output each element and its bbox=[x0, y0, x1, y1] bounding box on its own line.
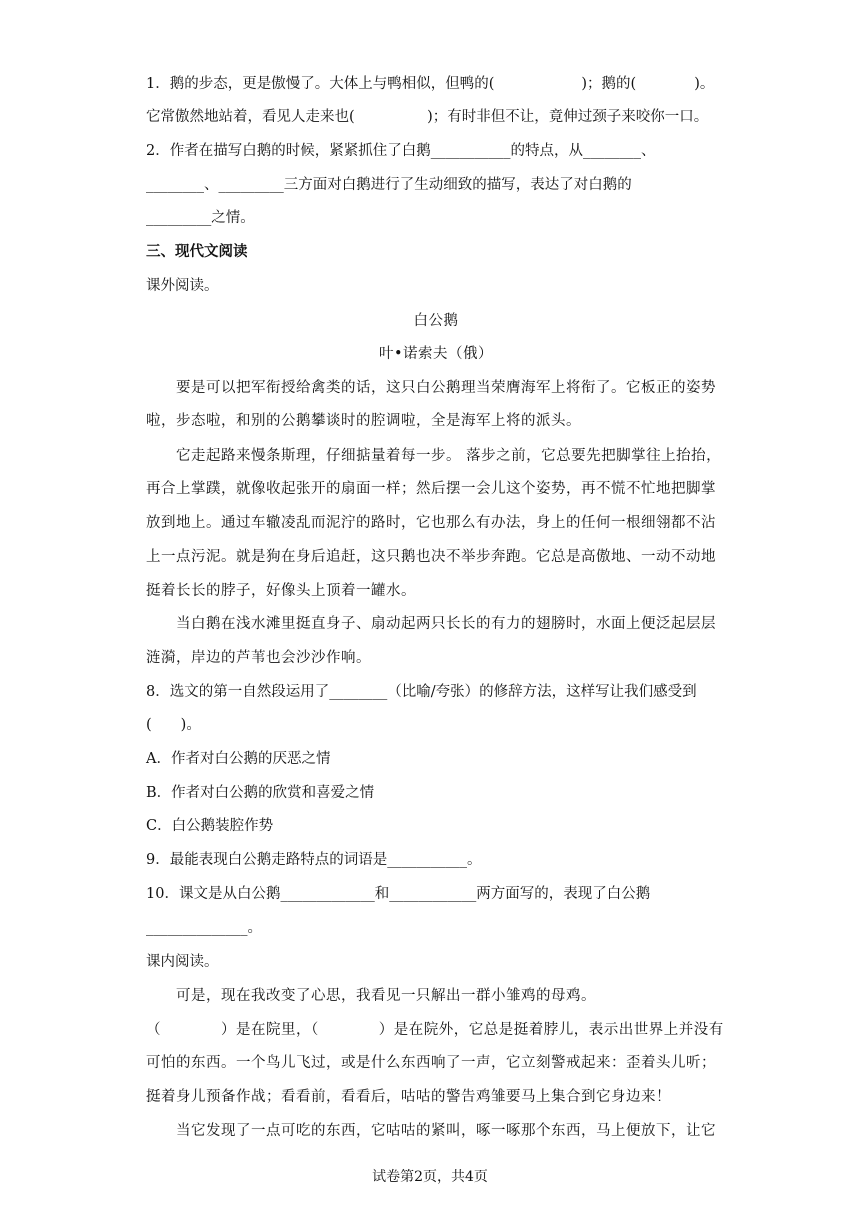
k-line2: （ ）是在院里，（ ）是在院外，它总是挺着脖儿，表示出世界上并没有 bbox=[146, 1022, 724, 1038]
q8-option-c: C．白公鹅装腔作势 bbox=[146, 818, 274, 834]
q8-line2: ( )。 bbox=[146, 717, 201, 733]
k-line5: 当它发现了一点可吃的东西，它咕咕的紧叫，啄一啄那个东西，马上便放下，让它 bbox=[176, 1123, 716, 1139]
q1-line1: 1．鹅的步态，更是傲慢了。大体上与鸭相似，但鸭的( )；鹅的( )。 bbox=[146, 76, 715, 92]
q1-line2: 它常傲然地站着，看见人走来也( )；有时非但不让，竟伸过颈子来咬你一口。 bbox=[146, 109, 709, 125]
p2-line5: 挺着长长的脖子，好像头上顶着一罐水。 bbox=[146, 583, 416, 599]
passage-author: 叶•诺索夫（俄） bbox=[378, 346, 494, 362]
p1-line2: 啦，步态啦，和别的公鹅攀谈时的腔调啦，全是海军上将的派头。 bbox=[146, 413, 581, 429]
p2-line3: 放到地上。通过车辙凌乱而泥泞的路时，它也那么有办法，身上的任何一根细翎都不沾 bbox=[146, 515, 716, 531]
q8-line1: 8．选文的第一自然段运用了________（比喻/夸张）的修辞方法，这样写让我们感受到 bbox=[146, 684, 697, 700]
k-line1: 可是，现在我改变了心思，我看见一只解出一群小雏鸡的母鸡。 bbox=[176, 988, 596, 1004]
section-heading: 三、现代文阅读 bbox=[146, 243, 248, 260]
p3-line2: 涟漪，岸边的芦苇也会沙沙作响。 bbox=[146, 650, 371, 666]
p1-line1: 要是可以把军衔授给禽类的话，这只白公鹅理当荣膺海军上将衔了。它板正的姿势 bbox=[176, 380, 716, 396]
subsection-label-outside: 课外阅读。 bbox=[146, 278, 219, 294]
p3-line1: 当白鹅在浅水滩里挺直身子、扇动起两只长长的有力的翅膀时，水面上便泛起层层 bbox=[176, 616, 716, 632]
p2-line2: 再合上掌蹼，就像收起张开的扇面一样；然后摆一会儿这个姿势，再不慌不忙地把脚掌 bbox=[146, 481, 716, 497]
k-line4: 挺着身儿预备作战；看看前，看看后，咕咕的警告鸡雏要马上集合到它身边来！ bbox=[146, 1089, 671, 1105]
q8-option-a: A．作者对白公鹅的厌恶之情 bbox=[146, 751, 331, 767]
q8-option-b: B．作者对白公鹅的欣赏和喜爱之情 bbox=[146, 785, 375, 801]
p2-line4: 上一点污泥。就是狗在身后追赶，这只鹅也决不举步奔跑。它总是高傲地、一动不动地 bbox=[146, 549, 716, 565]
q9: 9．最能表现白公鹅走路特点的词语是___________。 bbox=[146, 852, 482, 868]
page-footer: 试卷第2页，共4页 bbox=[372, 1169, 488, 1185]
q10-line2: ______________。 bbox=[146, 920, 262, 936]
k-line3: 可怕的东西。一个鸟儿飞过，或是什么东西响了一声，它立刻警戒起来：歪着头儿听； bbox=[146, 1055, 716, 1071]
q2-line2: ________、_________三方面对白鹅进行了生动细致的描写，表达了对白鹅的 bbox=[146, 177, 632, 193]
subsection-label-inside: 课内阅读。 bbox=[146, 954, 219, 970]
passage-title: 白公鹅 bbox=[413, 313, 459, 329]
q2-line3: _________之情。 bbox=[146, 210, 255, 226]
q10-line1: 10．课文是从白公鹅_____________和____________两方面写的，表现了白公鹅 bbox=[146, 886, 651, 902]
p2-line1: 它走起路来慢条斯理，仔细掂量着每一步。 落步之前，它总要先把脚掌往上抬抬， bbox=[176, 448, 722, 464]
q2-line1: 2．作者在描写白鹅的时候，紧紧抓住了白鹅___________的特点，从________、 bbox=[146, 143, 656, 159]
